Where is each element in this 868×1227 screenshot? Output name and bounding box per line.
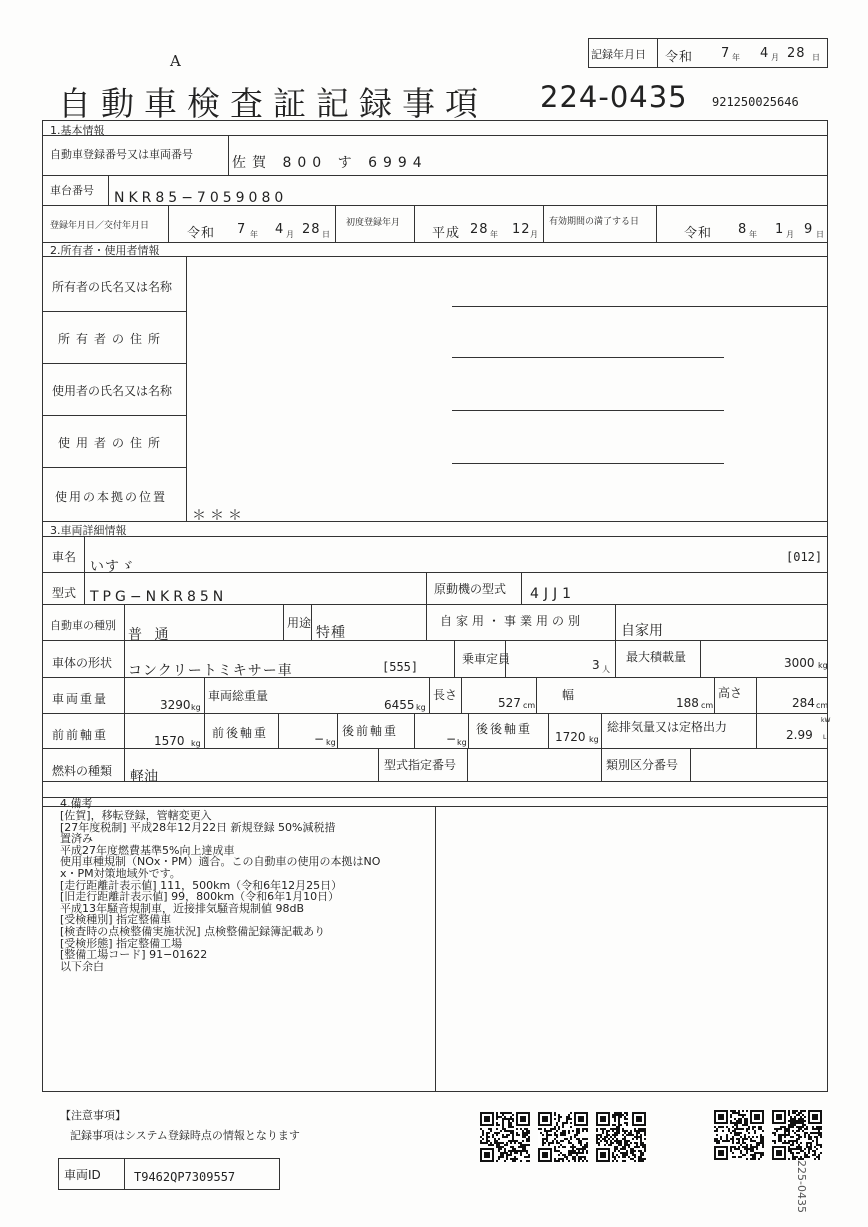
record-date-era: 令和 bbox=[665, 50, 694, 65]
gross-weight-value: 6455 bbox=[384, 698, 415, 712]
remarks-text bbox=[60, 810, 380, 972]
model-value: TPG−NKR85N bbox=[90, 589, 228, 605]
expiry-date-label: 有効期間の満了する日 bbox=[549, 217, 640, 227]
maker-code: [012] bbox=[786, 550, 823, 564]
expiry-date-era: 令和 bbox=[684, 226, 713, 241]
height-label: 高さ bbox=[718, 686, 743, 700]
document-number: 921250025646 bbox=[712, 95, 799, 109]
rear-rear-axle-label: 後後軸重 bbox=[476, 722, 533, 736]
base-location-value: ＊＊＊ bbox=[192, 508, 246, 524]
vehicle-weight-label: 車両重量 bbox=[52, 692, 109, 706]
maker-value: いすゞ bbox=[90, 559, 135, 575]
registration-number-value: 佐賀 800 す 6994 bbox=[232, 155, 428, 171]
purpose-label: 用途 bbox=[287, 616, 312, 630]
fuel-type-label: 燃料の種類 bbox=[52, 764, 113, 778]
registration-number-label: 自動車登録番号又は車両番号 bbox=[50, 148, 193, 161]
width-value: 188 bbox=[676, 696, 699, 710]
record-date-label: 記録年月日 bbox=[591, 48, 646, 61]
vehicle-id-value: T9462QP7309557 bbox=[134, 1170, 236, 1184]
displacement-value: 2.99 bbox=[786, 728, 813, 742]
rear-front-axle-label: 後前軸重 bbox=[342, 724, 399, 738]
chassis-number-value: NKR85−7059080 bbox=[114, 190, 288, 206]
notice-title: 【注意事項】 bbox=[60, 1109, 126, 1122]
passenger-capacity-value: 3 bbox=[592, 658, 600, 672]
body-shape-code: [555] bbox=[382, 660, 419, 674]
max-load-value: 3000 bbox=[784, 656, 815, 670]
qr-code-3 bbox=[596, 1112, 646, 1162]
section-2-title: 2.所有者・使用者情報 bbox=[50, 244, 160, 257]
record-date-year: 7 bbox=[721, 46, 731, 61]
designation-number-label: 型式指定番号 bbox=[384, 758, 457, 772]
page-title: 自動車検査証記録事項 bbox=[58, 84, 488, 123]
engine-model-value: 4JJ1 bbox=[530, 586, 577, 602]
rear-front-axle-value: − bbox=[446, 732, 457, 746]
remarks-line: x・PM対策地域外です。 bbox=[60, 866, 181, 880]
remarks-line: 使用車種規制（NOx・PM）適合。この自動車の使用の本拠はNO bbox=[60, 855, 381, 869]
owner-name-label: 所有者の氏名又は名称 bbox=[52, 280, 173, 294]
form-letter: A bbox=[170, 52, 181, 70]
fuel-type-value: 軽油 bbox=[130, 769, 158, 785]
document-code: 224-0435 bbox=[540, 80, 688, 114]
remarks-line: 以下余白 bbox=[60, 959, 104, 973]
remarks-line: [佐賀]，移転登録，管轄変更入 bbox=[60, 809, 212, 822]
vehicle-id-label: 車両ID bbox=[64, 1168, 101, 1182]
section-1-title: 1.基本情報 bbox=[50, 124, 105, 137]
category-number-label: 類別区分番号 bbox=[606, 758, 679, 772]
record-date-month: 4 bbox=[760, 46, 770, 61]
owner-address-label: 所有者の住所 bbox=[58, 332, 167, 346]
remarks-line: 平成13年騒音規制車，近接排気騒音規制値 98dB bbox=[60, 901, 305, 915]
displacement-label: 総排気量又は定格出力 bbox=[607, 720, 728, 734]
remarks-line: [検査時の点検整備実施状況] 点検整備記録簿記載あり bbox=[60, 924, 326, 938]
body-shape-value: コンクリートミキサー車 bbox=[128, 663, 293, 679]
remarks-line: 置済み bbox=[60, 832, 93, 846]
engine-model-label: 原動機の型式 bbox=[434, 582, 507, 596]
front-front-axle-label: 前前軸重 bbox=[52, 728, 109, 742]
handwritten-side-code: 225-0435 bbox=[795, 1160, 808, 1213]
passenger-capacity-label: 乗車定員 bbox=[462, 652, 511, 666]
max-load-label: 最大積載量 bbox=[626, 650, 687, 664]
first-registration-label: 初度登録年月 bbox=[346, 218, 401, 228]
purpose-value: 特種 bbox=[316, 625, 346, 641]
base-location-label: 使用の本拠の位置 bbox=[55, 490, 168, 504]
remarks-line: [受検種別] 指定整備車 bbox=[60, 913, 172, 927]
remarks-line: [走行距離計表示値] 111，500km（令和6年12月25日） bbox=[60, 878, 343, 892]
user-address-label: 使用者の住所 bbox=[58, 436, 167, 450]
height-value: 284 bbox=[792, 696, 815, 710]
width-label: 幅 bbox=[562, 688, 575, 702]
private-business-value: 自家用 bbox=[621, 623, 663, 639]
front-front-axle-value: 1570 bbox=[154, 734, 185, 748]
length-value: 527 bbox=[498, 696, 521, 710]
private-business-label: 自家用・事業用の別 bbox=[440, 614, 585, 628]
chassis-number-label: 車台番号 bbox=[50, 184, 94, 197]
length-label: 長さ bbox=[433, 688, 458, 702]
maker-label: 車名 bbox=[52, 550, 77, 564]
front-rear-axle-value: − bbox=[314, 732, 325, 746]
notice-text: 記録事項はシステム登録時点の情報となります bbox=[70, 1129, 300, 1142]
qr-code-1 bbox=[480, 1112, 530, 1162]
section-3-title: 3.車両詳細情報 bbox=[50, 524, 127, 537]
vehicle-type-value: 普 通 bbox=[128, 627, 173, 643]
remarks-line: [旧走行距離計表示値] 99，800km（令和6年1月10日） bbox=[60, 890, 340, 904]
vehicle-type-label: 自動車の種別 bbox=[50, 619, 116, 632]
qr-code-5 bbox=[772, 1110, 822, 1160]
record-date-day: 28 bbox=[787, 46, 806, 61]
issue-date-era: 令和 bbox=[187, 226, 216, 241]
rear-rear-axle-value: 1720 bbox=[555, 730, 586, 744]
qr-code-4 bbox=[714, 1110, 764, 1160]
issue-date-label: 登録年月日／交付年月日 bbox=[50, 221, 150, 231]
body-shape-label: 車体の形状 bbox=[52, 656, 113, 670]
remarks-line: 平成27年度燃費基準5%向上達成車 bbox=[60, 843, 235, 857]
qr-code-2 bbox=[538, 1112, 588, 1162]
front-rear-axle-label: 前後軸重 bbox=[212, 726, 269, 740]
remarks-line: [整備工場コード] 91−01622 bbox=[60, 948, 208, 962]
model-label: 型式 bbox=[52, 586, 77, 600]
first-registration-era: 平成 bbox=[432, 226, 461, 241]
remarks-line: [27年度税制] 平成28年12月22日 新規登録 50%減税措 bbox=[60, 820, 336, 834]
section-4-title: 4.備考 bbox=[60, 797, 93, 810]
gross-weight-label: 車両総重量 bbox=[208, 689, 269, 703]
user-name-label: 使用者の氏名又は名称 bbox=[52, 384, 173, 398]
vehicle-weight-value: 3290 bbox=[160, 698, 191, 712]
remarks-line: [受検形態] 指定整備工場 bbox=[60, 936, 183, 950]
